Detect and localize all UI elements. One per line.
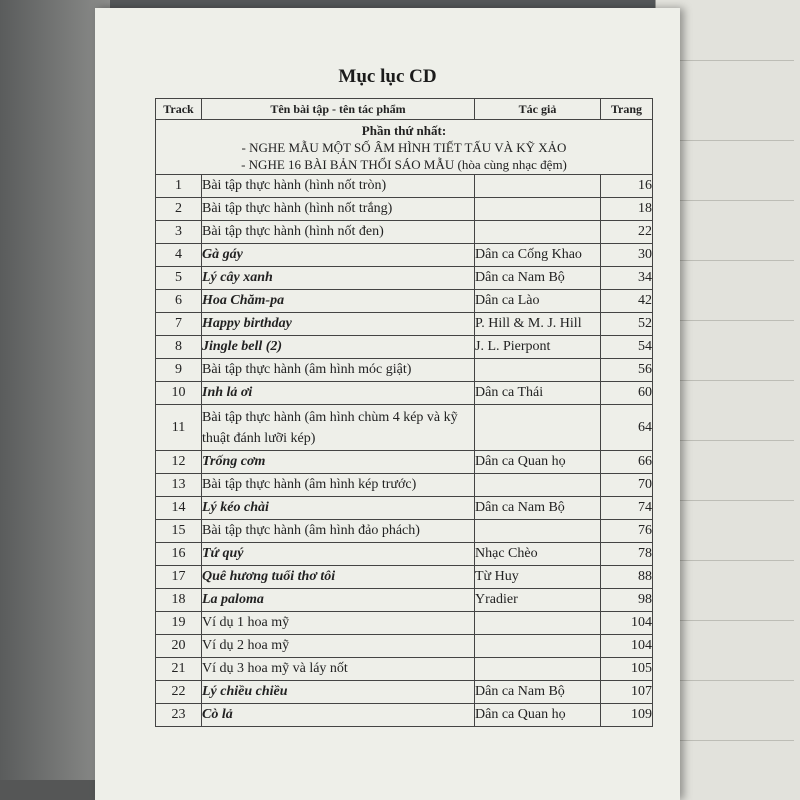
track-author bbox=[475, 635, 601, 658]
page-title: Mục lục CD bbox=[338, 66, 437, 87]
track-page: 42 bbox=[601, 290, 653, 313]
track-name: La paloma bbox=[202, 589, 475, 612]
table-row bbox=[156, 681, 653, 704]
table-row bbox=[156, 267, 653, 290]
track-number: 3 bbox=[156, 221, 202, 244]
track-name: Jingle bell (2) bbox=[202, 336, 475, 359]
track-page: 76 bbox=[601, 520, 653, 543]
section-line-2: - NGHE 16 BÀI BẢN THỔI SÁO MẪU (hòa cùng nhạc đệm) bbox=[241, 156, 567, 172]
table-row bbox=[156, 589, 653, 612]
track-page: 52 bbox=[601, 313, 653, 336]
track-number: 8 bbox=[156, 336, 202, 359]
track-author: Dân ca Nam Bộ bbox=[475, 681, 601, 704]
track-author: J. L. Pierpont bbox=[475, 336, 601, 359]
track-name: Lý cây xanh bbox=[202, 267, 475, 290]
table-row bbox=[156, 175, 653, 198]
track-page: 30 bbox=[601, 244, 653, 267]
track-author bbox=[475, 658, 601, 681]
track-name: Bài tập thực hành (hình nốt đen) bbox=[202, 221, 475, 244]
track-name: Ví dụ 1 hoa mỹ bbox=[202, 612, 475, 635]
track-author bbox=[475, 405, 601, 451]
track-author: Dân ca Quan họ bbox=[475, 451, 601, 474]
track-number: 14 bbox=[156, 497, 202, 520]
track-number: 16 bbox=[156, 543, 202, 566]
track-page: 66 bbox=[601, 451, 653, 474]
track-page: 74 bbox=[601, 497, 653, 520]
track-name: Ví dụ 2 hoa mỹ bbox=[202, 635, 475, 658]
track-name: Bài tập thực hành (âm hình móc giật) bbox=[202, 359, 475, 382]
track-name: Cò lả bbox=[202, 704, 475, 727]
track-name: Gà gáy bbox=[202, 244, 475, 267]
track-author: Từ Huy bbox=[475, 566, 601, 589]
track-author: Dân ca Nam Bộ bbox=[475, 497, 601, 520]
track-number: 11 bbox=[156, 405, 202, 451]
track-name: Bài tập thực hành (âm hình chùm 4 kép và kỹ thuật đánh lưỡi kép) bbox=[202, 405, 475, 451]
track-number: 1 bbox=[156, 175, 202, 198]
track-number: 7 bbox=[156, 313, 202, 336]
track-name: Bài tập thực hành (hình nốt tròn) bbox=[202, 175, 475, 198]
track-name: Inh lả ơi bbox=[202, 382, 475, 405]
track-page: 105 bbox=[601, 658, 653, 681]
table-row bbox=[156, 497, 653, 520]
track-author: Dân ca Thái bbox=[475, 382, 601, 405]
header-page: Trang bbox=[601, 99, 653, 120]
section-cell bbox=[156, 120, 653, 175]
track-name: Quê hương tuổi thơ tôi bbox=[202, 566, 475, 589]
track-number: 19 bbox=[156, 612, 202, 635]
background-left bbox=[0, 0, 110, 800]
track-author: Yradier bbox=[475, 589, 601, 612]
track-author: Dân ca Cống Khao bbox=[475, 244, 601, 267]
track-name: Bài tập thực hành (âm hình kép trước) bbox=[202, 474, 475, 497]
track-author: Dân ca Lào bbox=[475, 290, 601, 313]
track-author bbox=[475, 612, 601, 635]
track-author bbox=[475, 359, 601, 382]
table-row bbox=[156, 313, 653, 336]
track-page: 104 bbox=[601, 635, 653, 658]
track-page: 88 bbox=[601, 566, 653, 589]
track-number: 4 bbox=[156, 244, 202, 267]
table-row bbox=[156, 336, 653, 359]
track-page: 60 bbox=[601, 382, 653, 405]
track-page: 18 bbox=[601, 198, 653, 221]
track-page: 70 bbox=[601, 474, 653, 497]
track-page: 104 bbox=[601, 612, 653, 635]
track-name: Bài tập thực hành (âm hình đảo phách) bbox=[202, 520, 475, 543]
table-row bbox=[156, 658, 653, 681]
track-number: 10 bbox=[156, 382, 202, 405]
track-author: Nhạc Chèo bbox=[475, 543, 601, 566]
section-part: Phần thứ nhất: bbox=[361, 122, 447, 138]
track-number: 9 bbox=[156, 359, 202, 382]
track-number: 20 bbox=[156, 635, 202, 658]
track-number: 22 bbox=[156, 681, 202, 704]
table-row bbox=[156, 474, 653, 497]
table-row bbox=[156, 405, 653, 451]
track-author: Dân ca Nam Bộ bbox=[475, 267, 601, 290]
table-row bbox=[156, 359, 653, 382]
track-number: 12 bbox=[156, 451, 202, 474]
track-author bbox=[475, 175, 601, 198]
header-row bbox=[156, 99, 653, 120]
track-name: Hoa Chăm-pa bbox=[202, 290, 475, 313]
table-row bbox=[156, 451, 653, 474]
track-number: 2 bbox=[156, 198, 202, 221]
header-track: Track bbox=[156, 99, 202, 120]
track-number: 13 bbox=[156, 474, 202, 497]
section-line-1: - NGHE MẪU MỘT SỐ ÂM HÌNH TIẾT TẤU VÀ KỸ XẢO bbox=[241, 139, 567, 155]
track-number: 5 bbox=[156, 267, 202, 290]
track-page: 34 bbox=[601, 267, 653, 290]
track-page: 78 bbox=[601, 543, 653, 566]
toc-table bbox=[155, 98, 653, 727]
table-row bbox=[156, 290, 653, 313]
track-author bbox=[475, 221, 601, 244]
track-page: 56 bbox=[601, 359, 653, 382]
table-row bbox=[156, 244, 653, 267]
track-page: 98 bbox=[601, 589, 653, 612]
track-number: 6 bbox=[156, 290, 202, 313]
track-page: 109 bbox=[601, 704, 653, 727]
track-author: Dân ca Quan họ bbox=[475, 704, 601, 727]
toc-body bbox=[156, 120, 653, 727]
track-page: 64 bbox=[601, 405, 653, 451]
track-page: 54 bbox=[601, 336, 653, 359]
table-row bbox=[156, 566, 653, 589]
toc-page bbox=[95, 8, 680, 800]
section-row bbox=[156, 120, 653, 175]
track-name: Trống cơm bbox=[202, 451, 475, 474]
track-page: 22 bbox=[601, 221, 653, 244]
track-author bbox=[475, 520, 601, 543]
track-author bbox=[475, 474, 601, 497]
track-author: P. Hill & M. J. Hill bbox=[475, 313, 601, 336]
track-page: 107 bbox=[601, 681, 653, 704]
header-name: Tên bài tập - tên tác phẩm bbox=[202, 99, 475, 120]
track-number: 18 bbox=[156, 589, 202, 612]
table-row bbox=[156, 382, 653, 405]
track-number: 15 bbox=[156, 520, 202, 543]
track-number: 21 bbox=[156, 658, 202, 681]
table-row bbox=[156, 704, 653, 727]
table-row bbox=[156, 635, 653, 658]
track-name: Lý chiều chiều bbox=[202, 681, 475, 704]
track-name: Happy birthday bbox=[202, 313, 475, 336]
track-name: Ví dụ 3 hoa mỹ và láy nốt bbox=[202, 658, 475, 681]
track-number: 23 bbox=[156, 704, 202, 727]
table-row bbox=[156, 520, 653, 543]
table-row bbox=[156, 543, 653, 566]
table-row bbox=[156, 612, 653, 635]
table-row bbox=[156, 221, 653, 244]
track-number: 17 bbox=[156, 566, 202, 589]
table-row bbox=[156, 198, 653, 221]
header-author: Tác giả bbox=[475, 99, 601, 120]
track-author bbox=[475, 198, 601, 221]
track-name: Bài tập thực hành (hình nốt trắng) bbox=[202, 198, 475, 221]
track-name: Tứ quý bbox=[202, 543, 475, 566]
track-name: Lý kéo chài bbox=[202, 497, 475, 520]
track-page: 16 bbox=[601, 175, 653, 198]
